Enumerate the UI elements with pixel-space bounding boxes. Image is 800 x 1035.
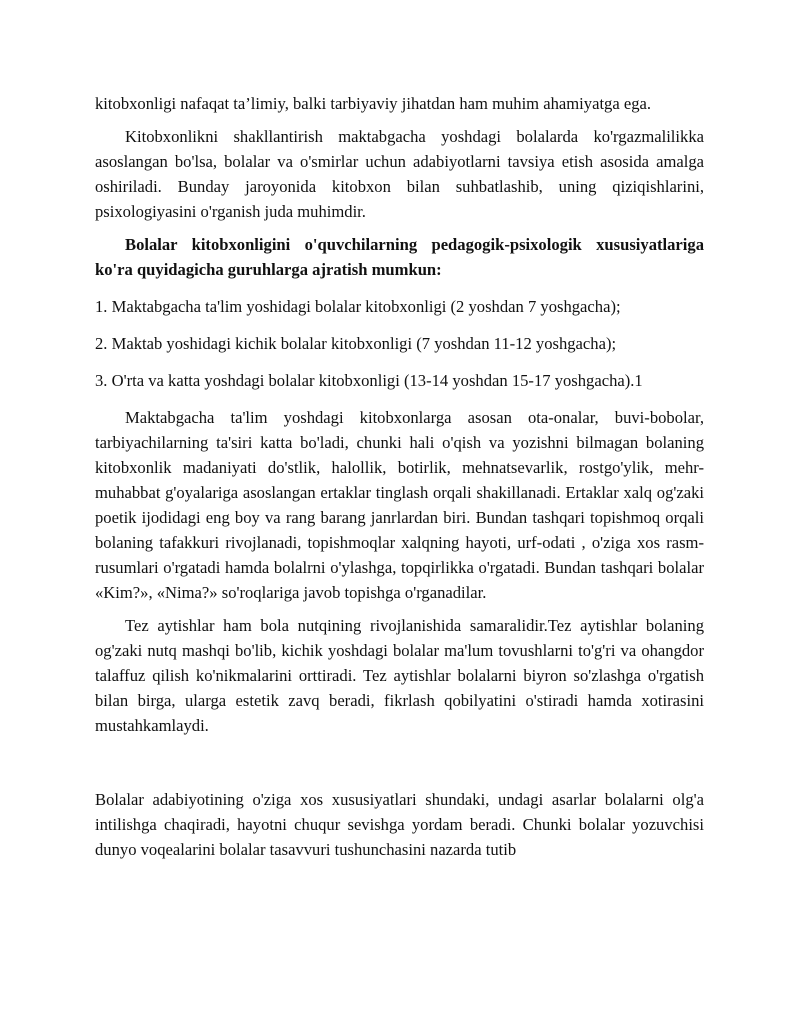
paragraph-reading-formation: Kitobxonlikni shakllantirish maktabgacha yoshdagi bolalarda ko'rgazmalilikka asoslangan bo'lsa, bolalar va o'smirlar uchun adabiyotlarni tavsiya etish asosida amalga oshiriladi. Bunday jaroyonida kitobxon bilan suhbatlashib, uning qiziqishlarini, psixologiyasini o'rganish juda muhimdir. (95, 127, 704, 221)
paragraph-children-literature: Bolalar adabiyotining o'ziga xos xususiyatlari shundaki, undagi asarlar bolalarni olg'a intilishga chaqiradi, hayotni chuqur sevishga yordam beradi. Chunki bolalar yozuvchisi dunyo voqealarini bolalar tasavvuri tushunchasini nazarda tutib (95, 790, 704, 859)
list-item-preschool: 1. Maktabgacha ta'lim yoshidagi bolalar kitobxonligi (2 yoshdan 7 yoshgacha); (95, 297, 621, 316)
paragraph-grouping-heading: Bolalar kitobxonligini o'quvchilarning pedagogik-psixologik xususiyatlariga ko'ra quyidagicha guruhlarga ajratish mumkun: (95, 235, 704, 279)
list-item-junior-school: 2. Maktab yoshidagi kichik bolalar kitobxonligi (7 yoshdan 11-12 yoshgacha); (95, 334, 617, 353)
paragraph-tongue-twisters: Tez aytishlar ham bola nutqining rivojlanishida samaralidir.Tez aytishlar bolaning og'zaki nutq mashqi bo'lib, kichik yoshdagi bolalar ma'lum tovushlarni to'g'ri va ohangdor talaffuz qilish ko'nikmalarini orttiradi. Tez aytishlar bolalarni biyron so'zlashga o'rgatish bilan birga, ularga estetik zavq beradi, fikrlash qobilyatini o'stiradi hamda xotirasini mustahkamlaydi. (95, 616, 704, 735)
paragraph-continuation: kitobxonligi nafaqat ta’limiy, balki tarbiyaviy jihatdan ham muhim ahamiyatga ega. (95, 94, 652, 113)
list-item-middle-senior: 3. O'rta va katta yoshdagi bolalar kitobxonligi (13-14 yoshdan 15-17 yoshgacha).1 (95, 371, 643, 390)
document-page (95, 91, 704, 862)
paragraph-preschool-readers: Maktabgacha ta'lim yoshdagi kitobxonlarga asosan ota-onalar, buvi-bobolar, tarbiyachilarning ta'siri katta bo'ladi, chunki hali o'qish va yozishni bilmagan bolaning kitobxonlik madaniyati do'stlik, halollik, botirlik, mehnatsevarlik, rostgo'ylik, mehr-muhabbat g'oyalariga asoslangan ertaklar tinglash orqali shakillanadi. Ertaklar xalq og'zaki poetik ijodidagi eng boy va rang barang janrlardan biri. Bundan tashqari topishmoq orqali bolaning tafakkuri rivojlanadi, topishmoqlar xalqning hayoti, urf-odati , o'ziga xos rasm-rusumlari o'rgatadi hamda bolalrni o'ylashga, topqirlikka o'rgatadi. Bundan tashqari bolalar «Kim?», «Nima?» so'roqlariga javob topishga o'rganadilar. (95, 408, 704, 602)
